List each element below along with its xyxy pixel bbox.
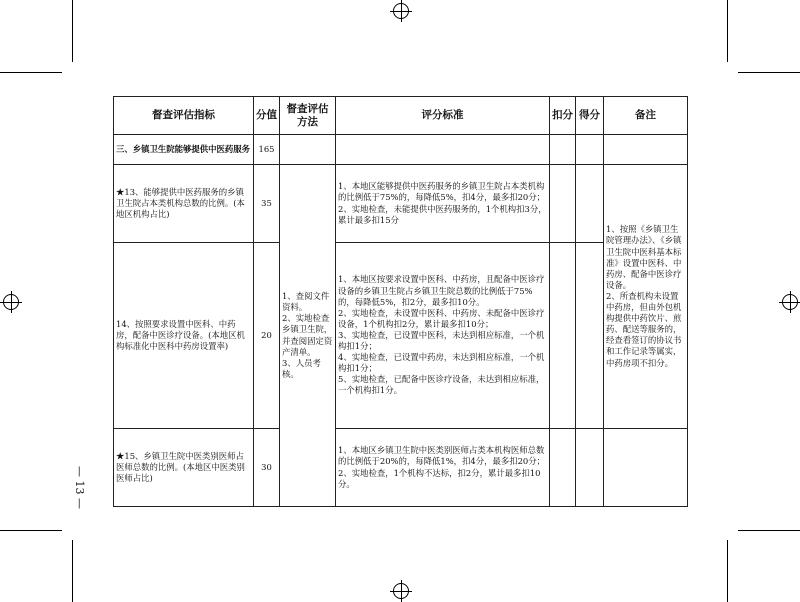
standard-item: 2、实地检查，未能提供中医药服务的，1个机构扣3分，累计最多扣15分 [338, 203, 547, 225]
empty-cell [550, 135, 576, 165]
indicator-cell: ★15、乡镇卫生院中医类别医师占医师总数的比例。(本地区中医类别医师占比) [114, 429, 254, 507]
registration-mark [3, 294, 19, 310]
deduct-cell [550, 165, 576, 243]
standard-item: 1、本地区按要求设置中医科、中药房，且配备中医诊疗设备的乡镇卫生院占乡镇卫生院总数的比例低于75%的，每降低5%，扣2分，最多扣10分。 [338, 274, 545, 307]
indicator-cell: ★13、能够提供中医药服务的乡镇卫生院占本类机构总数的比例。(本地区机构占比) [114, 165, 254, 243]
score-cell: 30 [254, 429, 280, 507]
crop-mark [727, 540, 728, 602]
indicator-cell: 14、按照要求设置中医科、中药房，配备中医诊疗设备。(本地区机构标准化中医科中药房设置率) [114, 243, 254, 429]
standard-item: 1、本地区乡镇卫生院中医类别医师占类本机构医师总数的比例低于20%的，每降低1%，扣4分，最多扣20分； [338, 445, 546, 467]
crop-mark [727, 0, 728, 62]
standard-cell [336, 429, 550, 507]
empty-cell [280, 135, 336, 165]
crop-mark [0, 72, 62, 73]
notes-item: 2、所查机构未设置中药房，但由外包机构提供中药饮片、煎药、配送等服务的，经查看签订的协议书和工作记录等属实，中药房项不扣分。 [606, 290, 682, 368]
standard-cell [336, 243, 550, 429]
empty-cell [604, 135, 688, 165]
crop-mark [72, 0, 73, 62]
notes-cell [604, 165, 688, 429]
method-cell [280, 165, 336, 507]
header-standard: 评分标准 [336, 97, 550, 135]
standard-item: 5、实地检查，已配备中医诊疗设备，未达到相应标准，一个机构扣1分。 [338, 374, 545, 396]
page-number: — 13 — [73, 466, 86, 509]
table-row [114, 243, 688, 429]
header-notes: 备注 [604, 97, 688, 135]
table-row [114, 165, 688, 243]
section-title: 三、乡镇卫生院能够提供中医药服务 [114, 135, 254, 165]
crop-mark [72, 540, 73, 602]
evaluation-table [113, 96, 688, 507]
section-score: 165 [254, 135, 280, 165]
registration-mark [393, 583, 409, 599]
crop-mark [738, 530, 800, 531]
standard-item: 1、本地区能够提供中医药服务的乡镇卫生院占本类机构的比例低于75%的，每降低5%，扣4分，最多扣20分； [338, 181, 546, 203]
obtained-cell [576, 429, 604, 507]
standard-item: 2、实地检查，1个机构不达标，扣2分，累计最多扣10分。 [338, 467, 541, 489]
notes-item: 1、按照《乡镇卫生院管理办法》、《乡镇卫生院中医科基本标准》设置中医科、中药房、配备中医诊疗设备。 [606, 224, 682, 290]
header-row [114, 97, 688, 135]
crop-mark [738, 72, 800, 73]
empty-cell [336, 135, 550, 165]
header-score: 分值 [254, 97, 280, 135]
method-line: 2、实地检查乡镇卫生院，并查阅固定资产清单。 [282, 313, 333, 357]
empty-cell [604, 429, 688, 507]
registration-mark [393, 3, 409, 19]
standard-item: 2、实地检查，未设置中医科、中药房、未配备中医诊疗设备，1个机构扣2分，累计最多扣10分； [338, 307, 545, 329]
method-line: 3、人员考核。 [282, 357, 321, 379]
obtained-cell [576, 165, 604, 243]
method-line: 1、查阅文件资料。 [282, 291, 330, 313]
header-indicator: 督查评估指标 [114, 97, 254, 135]
header-method: 督查评估方法 [280, 97, 336, 135]
header-deduct: 扣分 [550, 97, 576, 135]
standard-cell [336, 165, 550, 243]
obtained-cell [576, 243, 604, 429]
deduct-cell [550, 429, 576, 507]
empty-cell [576, 135, 604, 165]
table-row [114, 429, 688, 507]
score-cell: 20 [254, 243, 280, 429]
registration-mark [782, 294, 798, 310]
standard-item: 3、实地检查，已设置中医科，未达到相应标准，一个机构扣1分； [338, 329, 545, 352]
section-row [114, 135, 688, 165]
header-obtained: 得分 [576, 97, 604, 135]
crop-mark [0, 530, 62, 531]
score-cell: 35 [254, 165, 280, 243]
deduct-cell [550, 243, 576, 429]
standard-item: 4、实地检查，已设置中药房，未达到相应标准，一个机构扣1分； [338, 352, 545, 374]
